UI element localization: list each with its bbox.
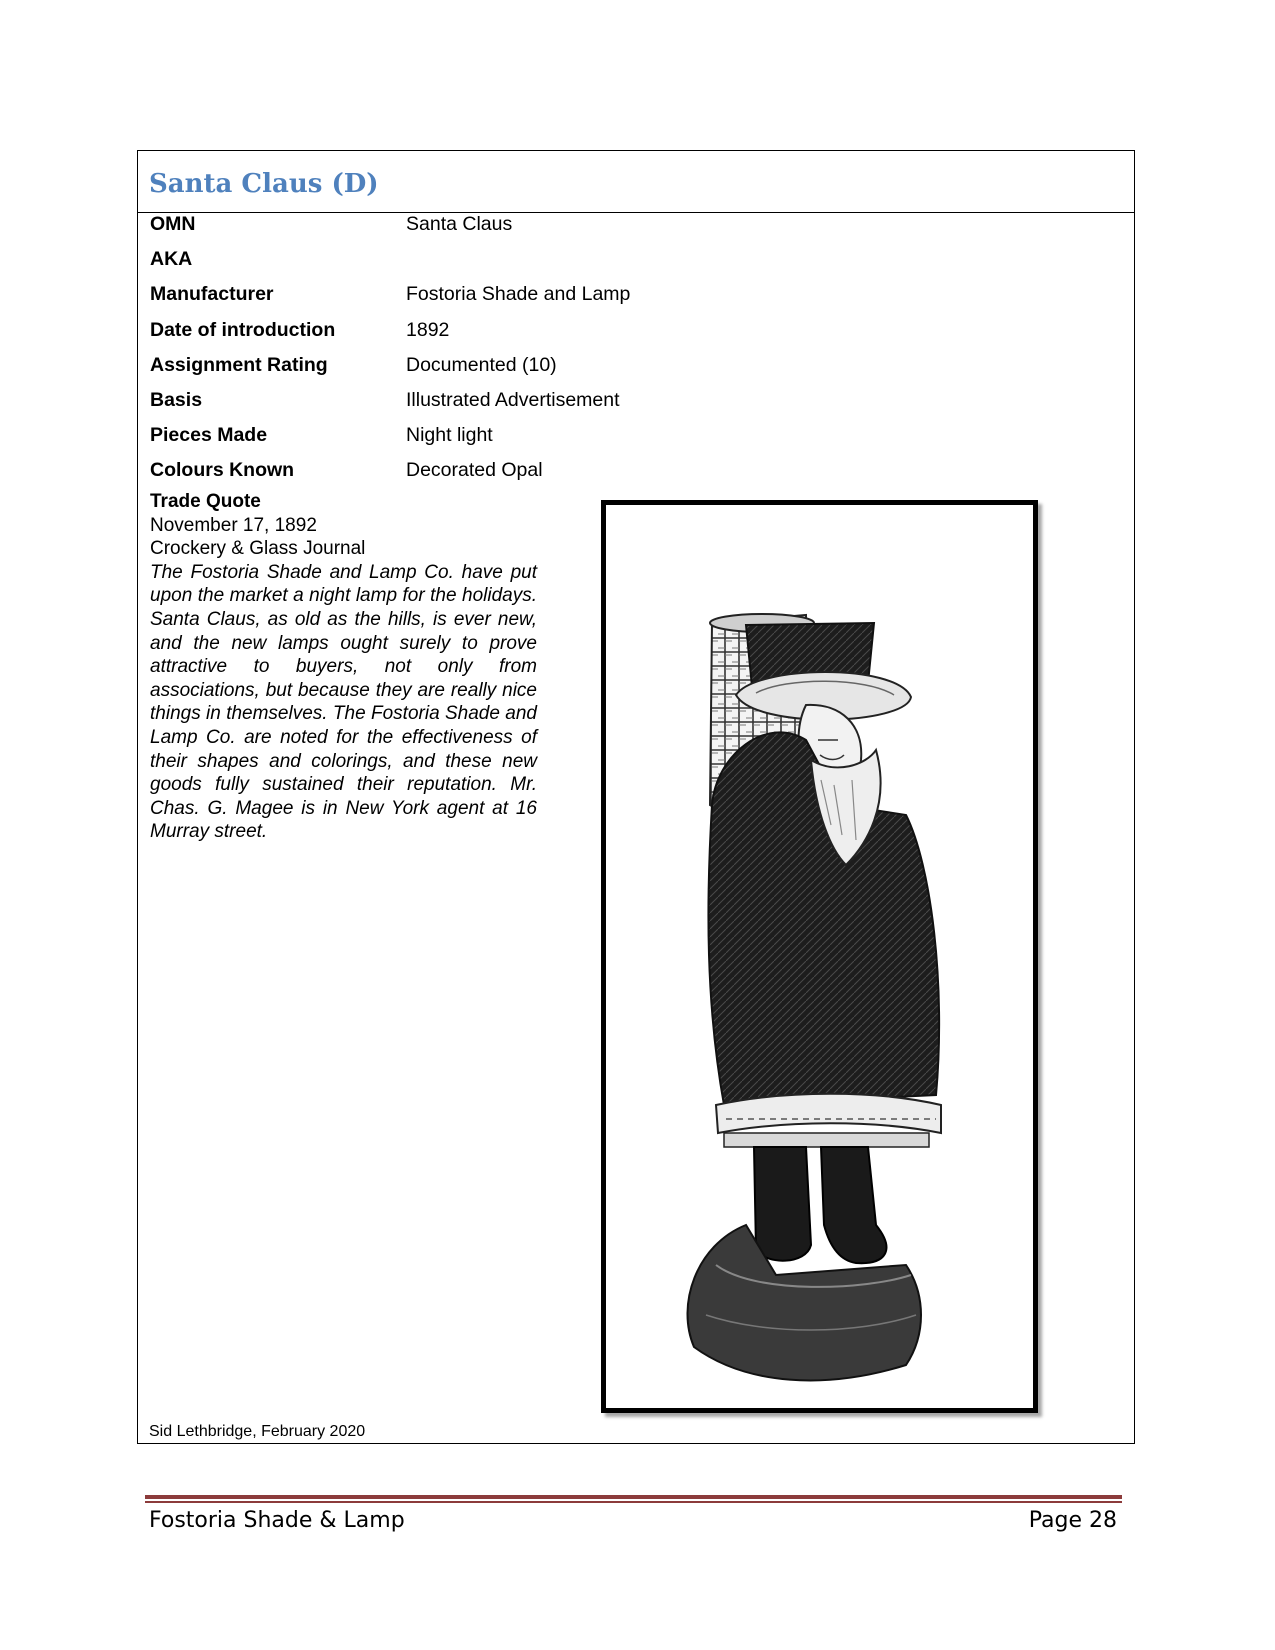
field-label: Pieces Made <box>150 424 268 447</box>
field-row-basis <box>150 388 850 423</box>
field-label: AKA <box>150 248 193 271</box>
field-row-manufacturer <box>150 282 850 317</box>
field-row-omn <box>150 212 850 247</box>
santa-figure-drawing <box>606 505 1033 1408</box>
field-value: Santa Claus <box>406 213 513 235</box>
footer-title: Fostoria Shade & Lamp <box>149 1508 405 1533</box>
field-row-date <box>150 318 850 353</box>
field-value: Documented (10) <box>406 353 557 376</box>
trade-quote-text: The Fostoria Shade and Lamp Co. have put upon the market a night lamp for the holidays. Santa Claus, as old as the hills, is ever new, and the new lamps ought surely to prove attractive to buyers, not only from associations, but because they are really nice things in themselves. The Fostoria Shade and Lamp Co. are noted for the effectiveness of their shapes and colorings, and these new goods fully sustained their reputation. Mr. Chas. G. Magee is in New York agent at 16 Murray street. <box>150 561 537 843</box>
trade-quote-label: Trade Quote <box>150 491 261 512</box>
field-list <box>150 212 850 494</box>
field-value: Night light <box>406 424 493 447</box>
field-label: Basis <box>150 388 203 411</box>
field-row-colours <box>150 458 850 493</box>
title-bar <box>138 151 1134 213</box>
field-value: Fostoria Shade and Lamp <box>406 283 631 306</box>
trade-quote <box>150 490 537 844</box>
footer-rule-thick <box>145 1495 1122 1499</box>
field-row-pieces <box>150 423 850 458</box>
field-label: Assignment Rating <box>150 353 328 376</box>
page-number: Page 28 <box>1028 1508 1117 1533</box>
field-label: Date of introduction <box>150 318 336 341</box>
field-row-aka <box>150 247 850 282</box>
footer-rule-thin <box>145 1501 1122 1503</box>
trade-quote-date: November 17, 1892 <box>150 514 317 536</box>
entry-frame <box>137 150 1135 1444</box>
field-value: Illustrated Advertisement <box>406 388 620 411</box>
field-label: Manufacturer <box>150 283 274 306</box>
field-row-rating <box>150 353 850 388</box>
trade-quote-source: Crockery & Glass Journal <box>150 538 366 560</box>
field-value: Decorated Opal <box>406 459 543 482</box>
field-label: Colours Known <box>150 459 295 482</box>
field-label: OMN <box>150 213 196 235</box>
author-credit: Sid Lethbridge, February 2020 <box>149 1423 366 1440</box>
santa-illustration <box>601 500 1038 1413</box>
field-value: 1892 <box>406 318 450 341</box>
entry-title: Santa Claus (D) <box>149 169 379 199</box>
